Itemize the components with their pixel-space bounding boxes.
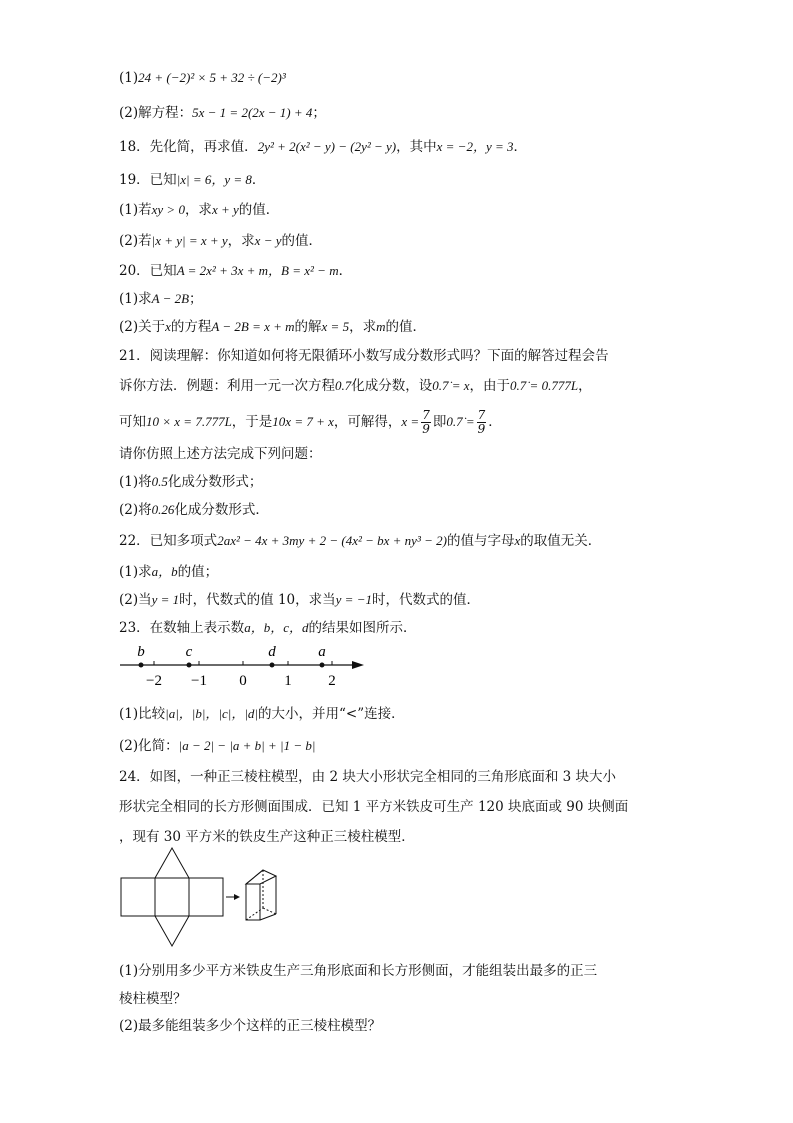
question-19-stem: 19．已知|x| = 6，y = 8． bbox=[119, 172, 266, 188]
q18-condition: x = −2，y = 3 bbox=[436, 139, 514, 154]
question-22-part1: (1)求a，b的值； bbox=[119, 564, 219, 580]
question-19-part1: (1)若xy > 0，求x + y的值． bbox=[119, 202, 280, 218]
prism-bottom-edge bbox=[260, 914, 276, 920]
q17-part1: (1)24 + (−2)² × 5 + 32 ÷ (−2)³ bbox=[119, 70, 286, 86]
question-23-part1: (1)比较|a|，|b|，|c|，|d|的大小，并用“<”连接． bbox=[119, 706, 405, 722]
q17-part2: (2)解方程：5x − 1 = 2(2x − 1) + 4； bbox=[119, 105, 326, 121]
question-22-stem: 22．已知多项式2ax² − 4x + 3my + 2 − (4x² − bx + ny³ − 2)的值与字母x的取值无关． bbox=[119, 533, 602, 549]
q18-expression: 2y² + 2(x² − y) − (2y² − y) bbox=[257, 139, 397, 154]
number-line-figure bbox=[112, 642, 372, 690]
question-21-part2: (2)将0.2̇6̇化成分数形式． bbox=[119, 502, 269, 518]
question-24-part2: (2)最多能组装多少个这样的正三棱柱模型？ bbox=[119, 1018, 382, 1034]
question-21-line1: 21．阅读理解：你知道如何将无限循环小数写成分数形式吗？下面的解答过程会告 bbox=[119, 348, 609, 364]
question-24-line3: ，现有 30 平方米的铁皮生产这种正三棱柱模型． bbox=[119, 829, 415, 845]
point-label-b: b bbox=[137, 644, 145, 660]
question-21-line2: 诉你方法．例题：利用一元一次方程0.7化成分数，设0.7̇ = x，由于0.7̇ = 0.777L， bbox=[119, 378, 592, 394]
question-19-part2: (2)若|x + y| = x + y，求x − y的值． bbox=[119, 233, 322, 249]
prism-net-figure bbox=[118, 842, 283, 954]
question-24-line1: 24．如图，一种正三棱柱模型，由 2 块大小形状完全相同的三角形底面和 3 块大小 bbox=[119, 769, 617, 785]
net-top-triangle bbox=[155, 848, 189, 878]
number-line-arrow bbox=[352, 661, 364, 669]
question-24-part1-line1: (1)分别用多少平方米铁皮生产三角形底面和长方形侧面，才能组装出最多的正三 bbox=[119, 963, 598, 979]
point-b bbox=[139, 663, 144, 668]
arrow-head-icon bbox=[234, 894, 240, 900]
point-a bbox=[320, 663, 325, 668]
question-20-stem: 20．已知A = 2x² + 3x + m，B = x² − m． bbox=[119, 263, 353, 279]
prism-hidden-back-bottom-2 bbox=[263, 908, 276, 914]
point-label-d: d bbox=[268, 644, 276, 660]
net-bottom-triangle bbox=[155, 916, 189, 946]
net-side-rect-1 bbox=[121, 878, 155, 916]
tick-label-neg2: −2 bbox=[146, 673, 162, 689]
question-21-part1: (1)将0.5̇化成分数形式； bbox=[119, 474, 263, 490]
q17-part1-expression: 24 + (−2)² × 5 + 32 ÷ (−2)³ bbox=[138, 70, 286, 85]
tick-label-0: 0 bbox=[239, 673, 247, 689]
point-d bbox=[270, 663, 275, 668]
fraction-seven-ninths-2: $\frac{7}{9}$ bbox=[477, 408, 486, 436]
tick-label-neg1: −1 bbox=[191, 673, 207, 689]
q17-part2-equation: 5x − 1 = 2(2x − 1) + 4 bbox=[192, 105, 313, 120]
question-21-line3: 可知10 × x = 7.777L，于是10x = 7 + x，可解得，x = $\frac{7}{9}$ 即0.7̇ = $\frac{7}{9}$ ． bbox=[119, 408, 502, 436]
question-20-part1: (1)求A − 2B； bbox=[119, 291, 203, 307]
question-23-part2: (2)化简：|a − 2| − |a + b| + |1 − b| bbox=[119, 738, 316, 754]
question-23-stem: 23．在数轴上表示数a，b，c，d的结果如图所示． bbox=[119, 620, 417, 636]
tick-label-1: 1 bbox=[284, 673, 292, 689]
point-c bbox=[187, 663, 192, 668]
prism-edge-top bbox=[246, 870, 263, 884]
question-18: 18．先化简，再求值．2y² + 2(x² − y) − (2y² − y)，其中x = −2，y = 3． bbox=[119, 139, 527, 155]
question-22-part2: (2)当y = 1时，代数式的值 10，求当y = −1时，代数式的值． bbox=[119, 592, 480, 608]
point-label-c: c bbox=[185, 644, 193, 660]
net-side-rect-2 bbox=[155, 878, 189, 916]
net-side-rect-3 bbox=[189, 878, 223, 916]
question-21-instruction: 请你仿照上述方法完成下列问题： bbox=[119, 446, 322, 462]
fraction-seven-ninths: $\frac{7}{9}$ bbox=[422, 408, 430, 436]
question-24-line2: 形状完全相同的长方形侧面围成．已知 1 平方米铁皮可生产 120 块底面或 90 块侧面 bbox=[119, 799, 629, 815]
point-label-a: a bbox=[318, 644, 326, 660]
question-20-part2: (2)关于x的方程A − 2B = x + m的解x = 5，求m的值． bbox=[119, 319, 426, 335]
question-24-part1-line2: 棱柱模型？ bbox=[119, 991, 187, 1007]
tick-label-2: 2 bbox=[328, 673, 336, 689]
